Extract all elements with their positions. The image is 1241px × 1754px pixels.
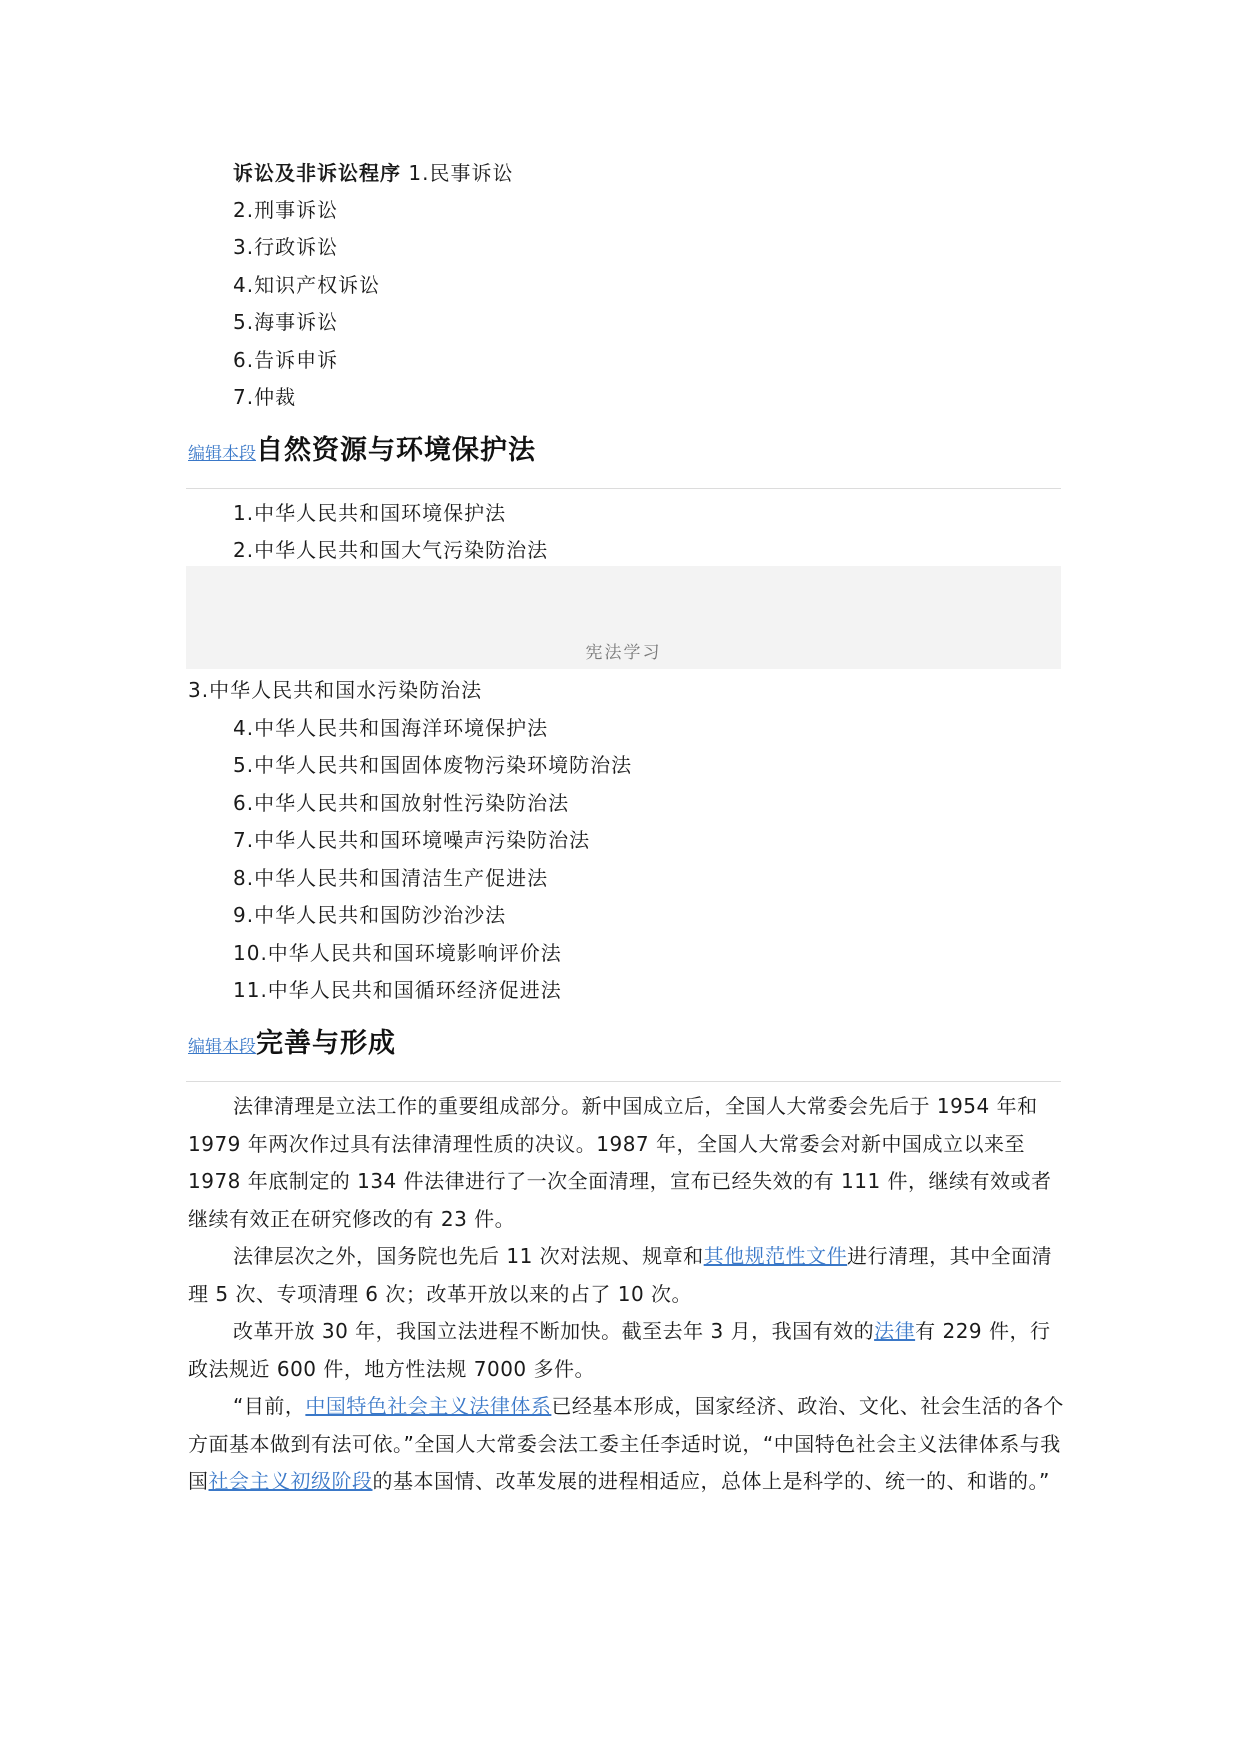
paragraph-reform xyxy=(188,1313,1068,1388)
environment-item: 9.中华人民共和国防沙治沙法 xyxy=(233,903,507,927)
paragraph-text: 已经基本形成，国家经济、政治、文化、社会生活的各个方面基本做到有法可依。”全国人大常委会法工委主任李适时说，“中国特色社会主义法律体系与我国 xyxy=(188,1394,1064,1493)
litigation-item: 1.民事诉讼 xyxy=(408,161,514,185)
litigation-title: 诉讼及非诉讼程序 xyxy=(233,161,401,185)
litigation-item: 2.刑事诉讼 xyxy=(233,198,339,222)
environment-item: 8.中华人民共和国清洁生产促进法 xyxy=(233,866,549,890)
paragraph-text: 进行清理，其中全面清理 5 次、专项清理 6 次；改革开放以来的占了 10 次。 xyxy=(188,1244,1053,1306)
litigation-item: 4.知识产权诉讼 xyxy=(233,273,381,297)
paragraph-quote xyxy=(188,1388,1068,1501)
other-normative-docs-link[interactable]: 其他规范性文件 xyxy=(703,1244,848,1268)
litigation-item: 3.行政诉讼 xyxy=(233,235,339,259)
section-divider xyxy=(186,1081,1061,1082)
primary-stage-link[interactable]: 社会主义初级阶段 xyxy=(208,1469,373,1493)
environment-item: 3.中华人民共和国水污染防治法 xyxy=(188,678,483,702)
environment-item: 11.中华人民共和国循环经济促进法 xyxy=(233,978,562,1002)
edit-section-link[interactable]: 编辑本段 xyxy=(188,444,256,464)
improvement-title: 完善与形成 xyxy=(256,1028,396,1059)
environment-item: 5.中华人民共和国固体废物污染环境防治法 xyxy=(233,753,633,777)
litigation-item: 6.告诉申诉 xyxy=(233,348,339,372)
paragraph-text: 的基本国情、改革发展的进程相适应，总体上是科学的、统一的、和谐的。” xyxy=(372,1469,1050,1493)
paragraph-text: “目前， xyxy=(233,1394,306,1418)
paragraph-law-cleanup: 法律清理是立法工作的重要组成部分。新中国成立后，全国人大常委会先后于 1954 年和 1979 年两次作过具有法律清理性质的决议。1987 年，全国人大常委会对新中国成立以来至 1978 年底制定的 134 件法律进行了一次全面清理，宣布已经失效的有 111 件，继续有效或者继续有效正在研究修改的有 23 件。 xyxy=(188,1094,1052,1231)
environment-item: 4.中华人民共和国海洋环境保护法 xyxy=(233,716,549,740)
environment-item: 2.中华人民共和国大气污染防治法 xyxy=(233,538,549,562)
environment-title: 自然资源与环境保护法 xyxy=(256,435,536,466)
ad-banner[interactable] xyxy=(186,566,1061,669)
paragraph-state-council xyxy=(188,1238,1068,1313)
litigation-item: 5.海事诉讼 xyxy=(233,310,339,334)
paragraph-text: 有 229 件，行政法规近 600 件，地方性法规 7000 多件。 xyxy=(188,1319,1051,1381)
litigation-item: 7.仲裁 xyxy=(233,385,297,409)
improvement-heading xyxy=(188,1021,396,1060)
edit-section-link[interactable]: 编辑本段 xyxy=(188,1037,256,1057)
paragraph-text: 改革开放 30 年，我国立法进程不断加快。截至去年 3 月，我国有效的 xyxy=(233,1319,875,1343)
environment-item: 6.中华人民共和国放射性污染防治法 xyxy=(233,791,570,815)
legal-system-link[interactable]: 中国特色社会主义法律体系 xyxy=(305,1394,552,1418)
environment-item: 10.中华人民共和国环境影响评价法 xyxy=(233,941,562,965)
environment-heading xyxy=(188,428,536,467)
litigation-first-line xyxy=(233,160,513,186)
law-link[interactable]: 法律 xyxy=(874,1319,916,1343)
environment-item: 1.中华人民共和国环境保护法 xyxy=(233,501,507,525)
environment-item: 7.中华人民共和国环境噪声污染防治法 xyxy=(233,828,591,852)
section-divider xyxy=(186,488,1061,489)
banner-text: 宪法学习 xyxy=(585,643,662,663)
paragraph-text: 法律层次之外，国务院也先后 11 次对法规、规章和 xyxy=(233,1244,704,1268)
